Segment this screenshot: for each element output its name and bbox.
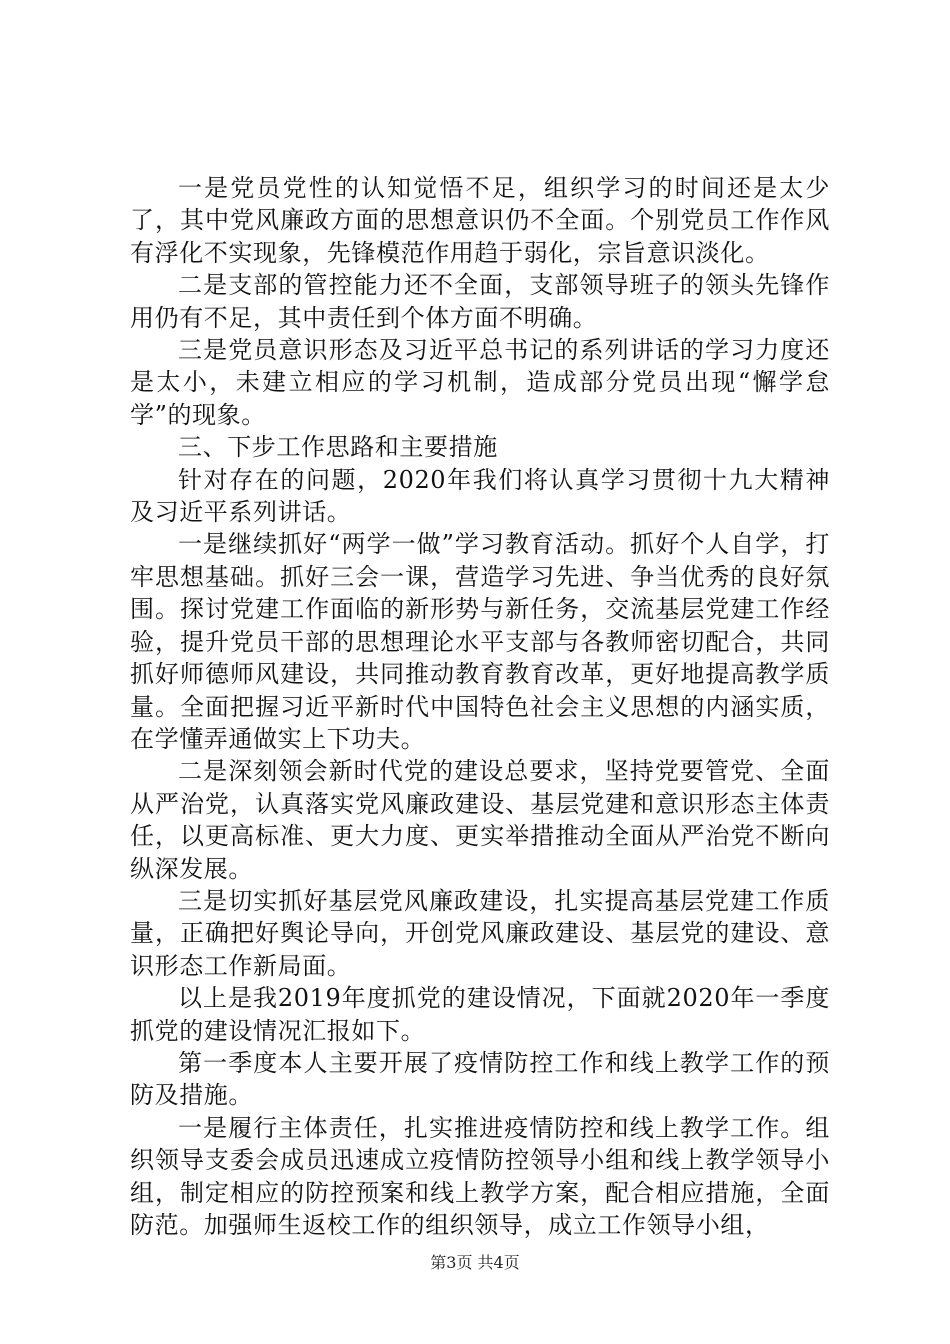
paragraph-transition: 以上是我2019年度抓党的建设情况，下面就2020年一季度抓党的建设情况汇报如下。 [130,984,830,1045]
paragraph-q1-summary: 第一季度本人主要开展了疫情防控工作和线上教学工作的预防及措施。 [130,1048,830,1110]
document-body [130,172,830,1241]
paragraph-problem-2: 二是支部的管控能力还不全面，支部领导班子的领头先锋作用仍有不足，其中责任到个体方面不明确。 [130,271,830,332]
section-heading-next-steps: 三、下步工作思路和主要措施 [178,433,498,462]
paragraph-measure-3: 三是切实抓好基层党风廉政建设，扎实提高基层党建工作质量，正确把好舆论导向，开创党风廉政建设、基层党的建设、意识形态工作新局面。 [130,886,830,980]
paragraph-problem-1: 一是党员党性的认知觉悟不足，组织学习的时间还是太少了，其中党风廉政方面的思想意识仍不全面。个别党员工作作风有浮化不实现象，先锋模范作用趋于弱化，宗旨意识淡化。 [130,174,830,267]
paragraph-measure-1: 一是继续抓好“两学一做”学习教育活动。抓好个人自学，打牢思想基础。抓好三会一课，营造学习先进、争当优秀的良好氛围。探讨党建工作面临的新形势与新任务，交流基层党建工作经验，提升党员干部的思想理论水平支部与各教师密切配合，共同抓好师德师风建设，共同推动教育教育改革，更好地提高教学质量。全面把握习近平新时代中国特色社会主义思想的内涵实质，在学懂弄通做实上下功夫。 [130,530,830,753]
paragraph-measure-2: 二是深刻领会新时代党的建设总要求，坚持党要管党、全面从严治党，认真落实党风廉政建设、基层党建和意识形态主体责任，以更高标准、更大力度、更实举措推动全面从严治党不断向纵深发展。 [130,757,830,883]
paragraph-intro-measures: 针对存在的问题，2020年我们将认真学习贯彻十九大精神及习近平系列讲话。 [130,465,830,527]
page-footer: 第3页 共4页 [430,1253,520,1272]
paragraph-problem-3: 三是党员意识形态及习近平总书记的系列讲话的学习力度还是太小，未建立相应的学习机制，造成部分党员出现“懈学怠学”的现象。 [130,336,830,429]
paragraph-q1-item-1: 一是履行主体责任，扎实推进疫情防控和线上教学工作。组织领导支委会成员迅速成立疫情防控领导小组和线上教学领导小组，制定相应的防控预案和线上教学方案，配合相应措施，全面防范。加强师生返校工作的组织领导，成立工作领导小组， [130,1113,830,1239]
